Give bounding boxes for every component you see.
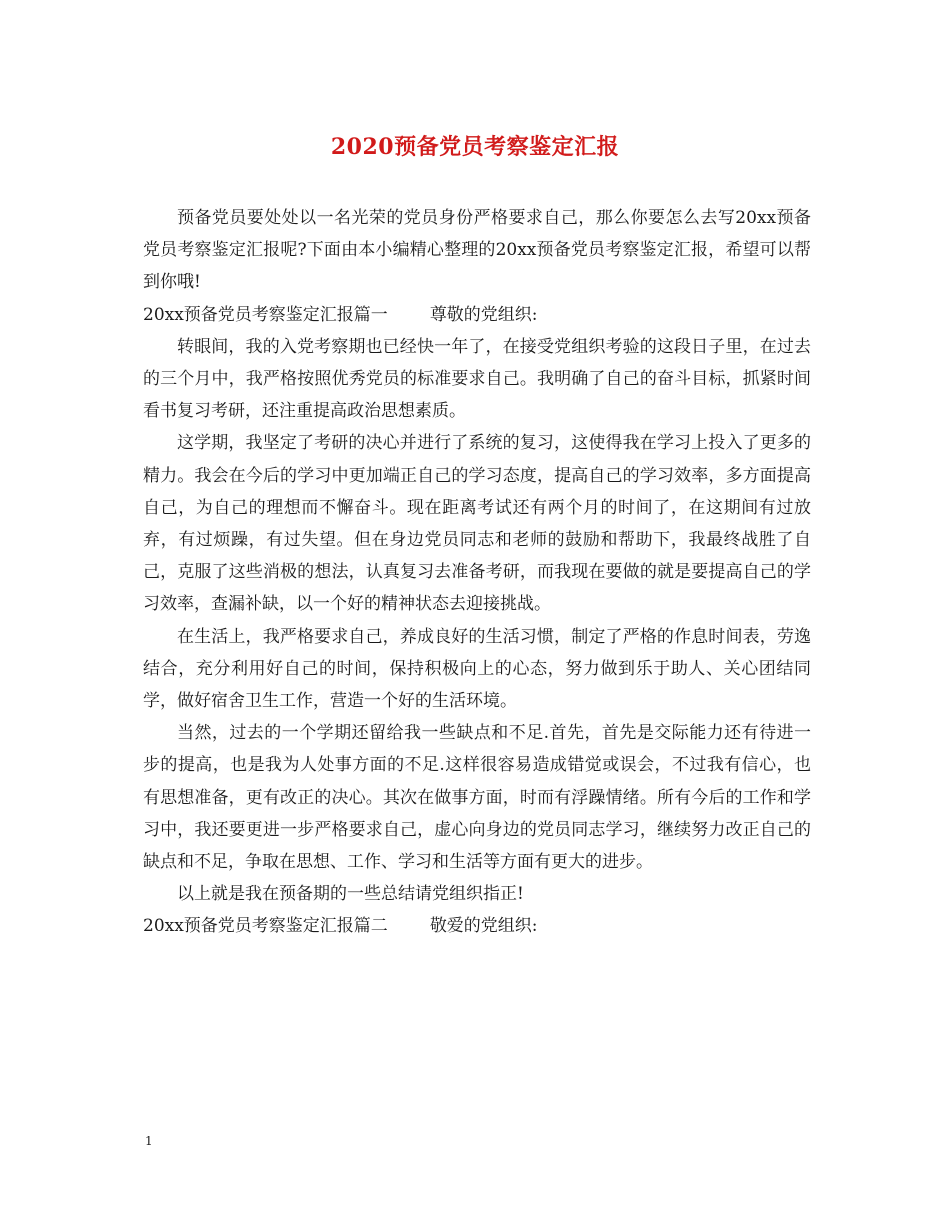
section-1-heading-line [143,299,811,331]
section-1-heading: 20xx预备党员考察鉴定汇报篇一 [143,304,388,325]
body-paragraph-3: 在生活上，我严格要求自己，养成良好的生活习惯，制定了严格的作息时间表，劳逸结合，充分利用好自己的时间，保持积极向上的心态，努力做到乐于助人、关心团结同学，做好宿舍卫生工作，营造一个好的生活环境。 [143,626,811,712]
document-title: 2020预备党员考察鉴定汇报 [330,134,620,160]
section-2-salutation: 敬爱的党组织: [429,916,538,937]
section-2-heading-line [143,910,811,942]
body-paragraph-4: 当然，过去的一个学期还留给我一些缺点和不足.首先，首先是交际能力还有待进一步的提高，也是我为人处事方面的不足.这样很容易造成错觉或误会，不过我有信心，也有思想准备，更有改正的决心。其次在做事方面，时而有浮躁情绪。所有今后的工作和学习中，我还要更进一步严格要求自己，虚心向身边的党员同志学习，继续努力改正自己的缺点和不足，争取在思想、工作、学习和生活等方面有更大的进步。 [143,723,811,873]
section-1-salutation: 尊敬的党组织: [429,304,538,325]
page-number: 1 [145,1134,153,1148]
document-body [143,202,811,943]
intro-paragraph: 预备党员要处处以一名光荣的党员身份严格要求自己，那么你要怎么去写20xx预备党员考察鉴定汇报呢?下面由本小编精心整理的20xx预备党员考察鉴定汇报，希望可以帮到你哦! [143,208,811,293]
section-2-heading: 20xx预备党员考察鉴定汇报篇二 [143,916,388,937]
body-paragraph-1: 转眼间，我的入党考察期也已经快一年了，在接受党组织考验的这段日子里，在过去的三个月中，我严格按照优秀党员的标准要求自己。我明确了自己的奋斗目标，抓紧时间看书复习考研，还注重提高政治思想素质。 [143,336,811,422]
body-paragraph-2: 这学期，我坚定了考研的决心并进行了系统的复习，这使得我在学习上投入了更多的精力。我会在今后的学习中更加端正自己的学习态度，提高自己的学习效率，多方面提高自己，为自己的理想而不懈奋斗。现在距离考试还有两个月的时间了，在这期间有过放弃，有过烦躁，有过失望。但在身边党员同志和老师的鼓励和帮助下，我最终战胜了自己，克服了这些消极的想法，认真复习去准备考研，而我现在要做的就是要提高自己的学习效率，查漏补缺，以一个好的精神状态去迎接挑战。 [143,433,811,615]
body-paragraph-5: 以上就是我在预备期的一些总结请党组织指正! [177,884,524,905]
